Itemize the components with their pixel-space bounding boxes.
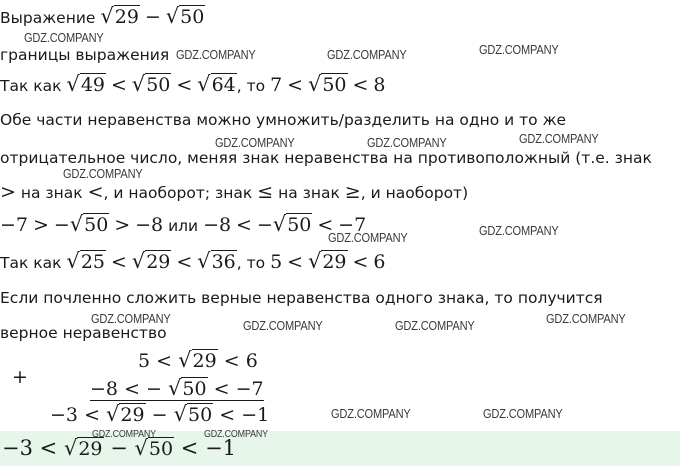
lt-sign: < [287,251,304,273]
rule-line-2 [0,149,652,168]
lt-sign: < [236,214,252,236]
sum-rule-text-1: Если почленно сложить верные неравенства одного знака, то получится [0,289,603,307]
watermark: GDZ.COMPANY [204,428,268,440]
sum-row-3 [50,402,269,426]
lt-sign: < [287,74,304,96]
sqrt-36: √36 [197,249,236,273]
rule-text-2: отрицательное число, меняя знак неравенства на противоположный (т.е. знак [0,149,652,167]
minus-sign: − [151,404,168,426]
sqrt-50: √50 [168,376,207,400]
sqrt-25: √25 [66,249,105,273]
lt-sign: < [84,404,100,426]
rule-text-3c: на знак [278,184,340,202]
number-6: 6 [245,350,258,372]
rule-line-3 [0,181,468,204]
watermark: GDZ.COMPANY [63,166,143,181]
number-minus-8: −8 [135,214,164,236]
sqrt-29: √29 [178,348,217,372]
rule-text-3a: на знак [20,184,83,202]
plus-sign: + [12,366,28,388]
number-minus-3: −3 [2,436,33,460]
sqrt-29: √29 [131,249,171,273]
expression-line [0,4,205,29]
lt-sign: < [180,436,199,460]
sqrt-49: √49 [66,72,105,96]
minus-sign: − [53,214,70,236]
watermark: GDZ.COMPANY [328,230,408,245]
number-minus-8: −8 [203,214,232,236]
watermark: GDZ.COMPANY [479,42,559,57]
lt-sign: < [213,378,230,400]
lt-sign: < [176,74,193,96]
lt-sign: < [87,181,104,203]
sum-rule-line-2 [0,324,167,343]
lt-sign: < [156,350,173,372]
watermark: GDZ.COMPANY [176,47,256,62]
watermark: GDZ.COMPANY [327,47,407,62]
number-6: 6 [373,251,386,273]
rule-line-1 [0,111,566,130]
rule-text-1: Обе части неравенства можно умножить/разделить на одно и то же [0,111,567,129]
watermark: GDZ.COMPANY [91,311,171,326]
sum-rule-text-2: верное неравенство [0,324,167,342]
sqrt-29: √29 [100,4,139,28]
number-minus-3: −3 [50,404,79,426]
since-line-29 [0,249,385,274]
bounds-line [0,46,169,65]
watermark: GDZ.COMPANY [483,406,563,421]
lt-sign: < [317,214,334,236]
watermark: GDZ.COMPANY [367,135,447,150]
lt-sign: < [352,251,369,273]
lt-sign: < [39,436,58,460]
sum-rule-line-1 [0,289,603,308]
ge-sign: ≥ [344,181,361,203]
sum-row-1 [138,348,258,372]
gt-sign: > [0,181,16,203]
watermark: GDZ.COMPANY [331,406,411,421]
number-minus-8: −8 [90,378,119,400]
lt-sign: < [110,251,127,273]
sqrt-50: √50 [134,436,174,460]
lt-sign: < [223,350,240,372]
watermark: GDZ.COMPANY [519,131,599,146]
label-then: , то [236,77,266,95]
lt-sign: < [352,74,369,96]
gt-sign: > [114,214,131,236]
rule-text-3d: , и наоборот) [360,184,469,202]
lt-sign: < [219,404,236,426]
sqrt-50: √50 [69,212,109,236]
sqrt-64: √64 [197,72,236,96]
label-or: или [168,217,199,235]
sqrt-50: √50 [307,72,347,96]
watermark: GDZ.COMPANY [243,318,323,333]
watermark: GDZ.COMPANY [479,223,559,238]
minus-sign: − [146,378,162,400]
label-bounds: границы выражения [0,46,170,64]
negation-line [0,212,366,237]
since-line-50 [0,72,385,97]
sqrt-29: √29 [106,402,145,426]
number-minus-1: −1 [241,404,270,426]
sqrt-50: √50 [272,212,312,236]
watermark: GDZ.COMPANY [24,30,104,45]
number-minus-7: −7 [0,214,29,236]
number-5: 5 [138,350,151,372]
number-5: 5 [270,251,283,273]
sqrt-50: √50 [173,402,213,426]
rule-text-3b: , и наоборот; знак [103,184,253,202]
watermark: GDZ.COMPANY [92,428,156,440]
watermark: GDZ.COMPANY [546,311,626,326]
watermark: GDZ.COMPANY [215,135,295,150]
lt-sign: < [110,74,127,96]
minus-sign: − [144,6,161,28]
label-since: Так как [0,77,62,95]
sum-row-2-underlined [90,378,264,401]
label-since: Так как [0,254,62,272]
number-minus-7: −7 [338,214,367,236]
minus-sign: − [256,214,273,236]
le-sign: ≤ [257,181,274,203]
number-minus-7: −7 [235,378,264,400]
number-8: 8 [373,74,386,96]
number-7: 7 [270,74,283,96]
sqrt-29: √29 [307,249,347,273]
lt-sign: < [176,251,193,273]
gt-sign: > [32,214,49,236]
watermark: GDZ.COMPANY [395,318,475,333]
sqrt-29: √29 [63,436,103,460]
sqrt-50: √50 [165,4,205,28]
sum-row-2 [90,376,264,400]
sqrt-50: √50 [131,72,171,96]
number-minus-1: −1 [205,436,237,460]
lt-sign: < [124,378,140,400]
label-expression: Выражение [0,9,96,27]
minus-sign: − [110,436,128,460]
label-then: , то [236,254,266,272]
